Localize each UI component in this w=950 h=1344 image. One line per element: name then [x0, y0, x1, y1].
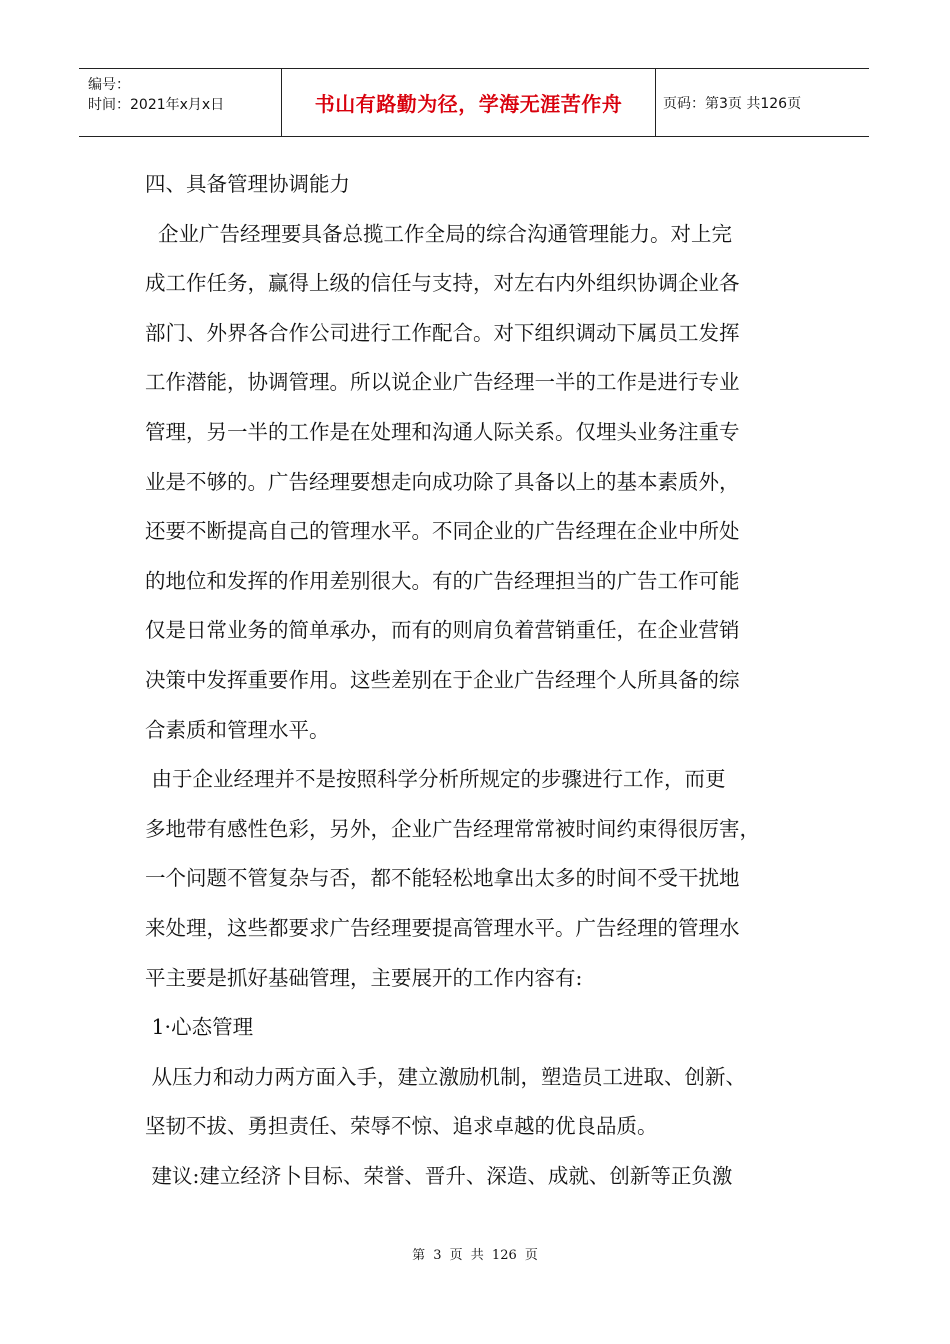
text-line: 来处理，这些都要求广告经理要提高管理水平。广告经理的管理水 — [145, 915, 740, 940]
text-line: 决策中发挥重要作用。这些差别在于企业广告经理个人所具备的综 — [145, 667, 740, 692]
text-line: 由于企业经理并不是按照科学分析所规定的步骤进行工作，而更 — [145, 767, 726, 792]
header-motto-cell — [282, 69, 656, 136]
text-line: 管理，另一半的工作是在处理和沟通人际关系。仅埋头业务注重专 — [145, 419, 740, 444]
text-line: 还要不断提高自己的管理水平。不同企业的广告经理在企业中所处 — [145, 519, 740, 544]
paragraph-1 — [145, 210, 815, 756]
text-line: 企业广告经理要具备总揽工作全局的综合沟通管理能力。对上完 — [145, 221, 733, 246]
paragraph-2 — [145, 755, 815, 1003]
header-page-cell — [656, 69, 869, 136]
text-line: 合素质和管理水平。 — [145, 717, 330, 742]
text-line: 的地位和发挥的作用差别很大。有的广告经理担当的广告工作可能 — [145, 568, 740, 593]
document-body — [145, 160, 815, 1201]
text-line: 平主要是抓好基础管理，主要展开的工作内容有: — [145, 965, 583, 990]
motto-text: 书山有路勤为径，学海无涯苦作舟 — [314, 92, 623, 116]
text-line: 部门、外界各合作公司进行工作配合。对下组织调动下属员工发挥 — [145, 320, 740, 345]
subheading-line: 1·心态管理 — [145, 1015, 254, 1040]
text-line: 仅是日常业务的简单承办，而有的则肩负着营销重任，在企业营销 — [145, 618, 740, 643]
text-line: 从压力和动力两方面入手，建立激励机制，塑造员工进取、创新、 — [145, 1064, 747, 1089]
subheading-paragraph — [145, 1003, 815, 1053]
text-line: 业是不够的。广告经理要想走向成功除了具备以上的基本素质外， — [145, 469, 740, 494]
header-table — [79, 68, 869, 137]
text-line: 一个问题不管复杂与否，都不能轻松地拿出太多的时间不受干扰地 — [145, 866, 740, 891]
footer-page-number: 第 3 页 共 126 页 — [412, 1248, 538, 1263]
text-line: 坚韧不拔、勇担责任、荣辱不惊、追求卓越的优良品质。 — [145, 1114, 658, 1139]
paragraph-3 — [145, 1053, 815, 1152]
page-info: 页码：第3页 共126页 — [663, 95, 802, 112]
section-heading — [145, 160, 815, 210]
text-line: 建议:建立经济卜目标、荣誉、晋升、深造、成就、创新等正负激 — [145, 1163, 733, 1188]
text-line: 成工作任务，赢得上级的信任与支持，对左右内外组织协调企业各 — [145, 271, 740, 296]
text-line: 多地带有感性色彩，另外，企业广告经理常常被时间约束得很厉害， — [145, 816, 760, 841]
text-line: 工作潜能，协调管理。所以说企业广告经理一半的工作是进行专业 — [145, 370, 740, 395]
page-footer — [0, 1244, 950, 1263]
number-label: 编号： — [88, 77, 130, 93]
date-label: 时间：2021年x月x日 — [88, 97, 225, 113]
paragraph-4 — [145, 1152, 815, 1202]
heading-line: 四、具备管理协调能力 — [145, 172, 350, 196]
header-left-cell — [79, 69, 282, 136]
